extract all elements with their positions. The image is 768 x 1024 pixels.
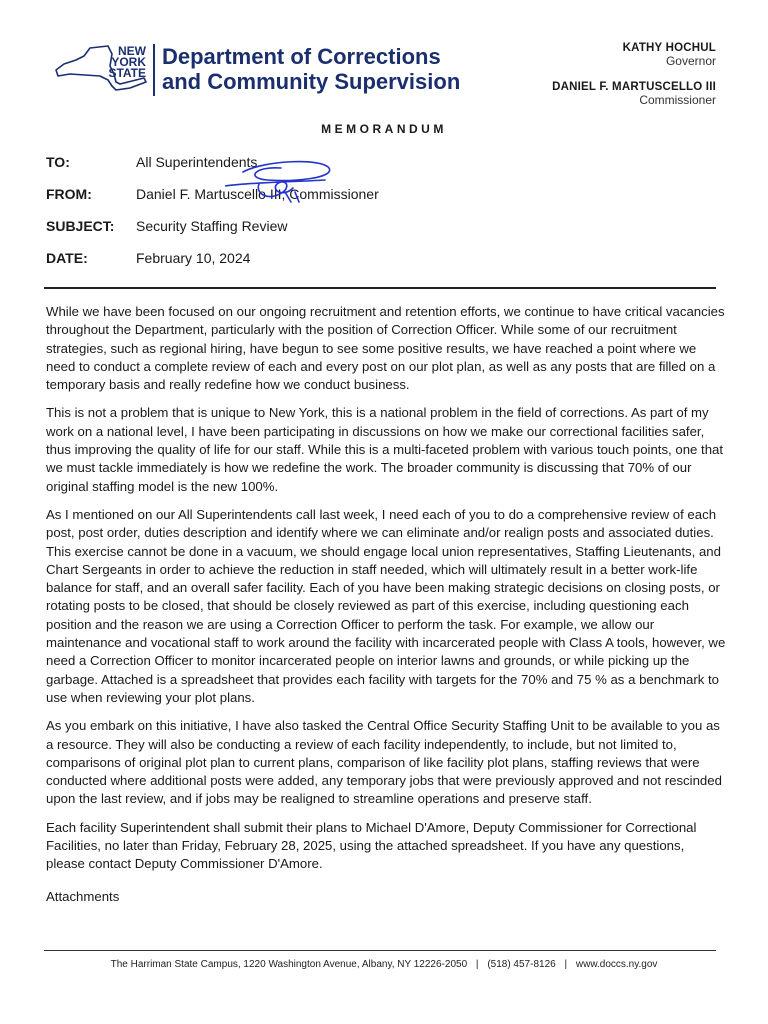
body-paragraph: Each facility Superintendent shall submit their plans to Michael D'Amore, Deputy Commissioner for Correctional Facilities, no later than Friday, February 28, 2025, using the attached spreadsheet. If you have any questions, please contact Deputy Commissioner D'Amore. [46, 819, 697, 872]
agency-logo [50, 40, 470, 102]
field-value: Security Staffing Review [136, 218, 288, 234]
body-paragraph: As you embark on this initiative, I have also tasked the Central Office Security Staffing Unit to be available to you as a resource. They will also be conducting a review of each facility independently, to include, but not limited to, comparisons of original plot plan to current plans, comparison of like facility plot plans, staffing reviews that were conducted where additional posts were added, any temporary jobs that were previously approved and not rescinded upon the last review, and if jobs may be realigned to streamline operations and preserve staff. [46, 718, 722, 807]
governor-name: KATHY HOCHUL [622, 42, 716, 54]
field-value: All Superintendents [136, 154, 258, 170]
footer-divider [44, 950, 716, 951]
commissioner-name: DANIEL F. MARTUSCELLO III [552, 81, 716, 93]
footer-separator: | [475, 959, 479, 970]
memo-body [46, 303, 726, 916]
officials-block [552, 42, 716, 107]
attachments-note: Attachments [46, 888, 120, 904]
footer-address: The Harriman State Campus, 1220 Washington Avenue, Albany, NY 12226-2050 [110, 959, 468, 970]
footer-website[interactable]: www.doccs.ny.gov [575, 959, 658, 970]
field-label: FROM: [46, 186, 92, 202]
memo-title: MEMORANDUM [321, 122, 447, 136]
footer [0, 959, 768, 970]
header-divider [44, 287, 716, 289]
logo-divider [153, 44, 155, 96]
department-name [162, 44, 460, 94]
state-wordmark: NEW YORK STATE [108, 44, 146, 80]
field-value: February 10, 2024 [136, 250, 251, 266]
body-paragraph: While we have been focused on our ongoing recruitment and retention efforts, we continue to have critical vacancies throughout the Department, particularly with the position of Correction Officer. While some of our recruitment strategies, such as regional hiring, have begun to see some positive results, we have reached a point where we need to conduct a complete review of each and every post on our plot plan, as well as any posts that are filled on a temporary basis and really redefine how we conduct business. [46, 304, 725, 393]
footer-separator: | [564, 959, 568, 970]
field-label: DATE: [46, 250, 88, 266]
field-value: Daniel F. Martuscello III, Commissioner [136, 186, 379, 202]
commissioner-title: Commissioner [639, 93, 716, 107]
department-line-1: Department of Corrections [162, 44, 441, 69]
footer-phone: (518) 457-8126 [487, 959, 556, 970]
field-label: SUBJECT: [46, 218, 115, 234]
commissioner-signature [225, 158, 345, 208]
department-line-2: and Community Supervision [162, 69, 461, 94]
body-paragraph: As I mentioned on our All Superintendents call last week, I need each of you to do a comprehensive review of each post, post order, duties description and identify where we can eliminate and/or realign posts and associated duties. This exercise cannot be done in a vacuum, we should engage local union representatives, Staffing Lieutenants, and Chart Sergeants in order to achieve the reduction in staff needed, which will ultimately result in a better work-life balance for staff, and an overall safer facility. Each of you have been making strategic decisions on closing posts, or rotating posts to be closed, that should be closely reviewed as part of this exercise, including questioning each position and the reason we are using a Correction Officer to perform the task. For example, we allow our maintenance and vocational staff to work around the facility with incarcerated people with Class A tools, however, we need a Correction Officer to monitor incarcerated people on interior lawns and grounds, or while picking up the garbage. Attached is a spreadsheet that provides each facility with targets for the 70% and 75 % as a benchmark to use when reviewing your plot plans. [46, 506, 726, 705]
governor-title: Governor [665, 54, 716, 68]
field-label: TO: [46, 154, 70, 170]
body-paragraph: This is not a problem that is unique to New York, this is a national problem in the field of corrections. As part of my work on a national level, I have been participating in discussions on how we make our correctional facilities safer, thus improving the quality of life for our staff. While this is a multi-faceted problem with various touch points, one that we must tackle immediately is how we redefine the work. The broader community is discussing that 70% of our original staffing model is the new 100%. [46, 405, 724, 494]
